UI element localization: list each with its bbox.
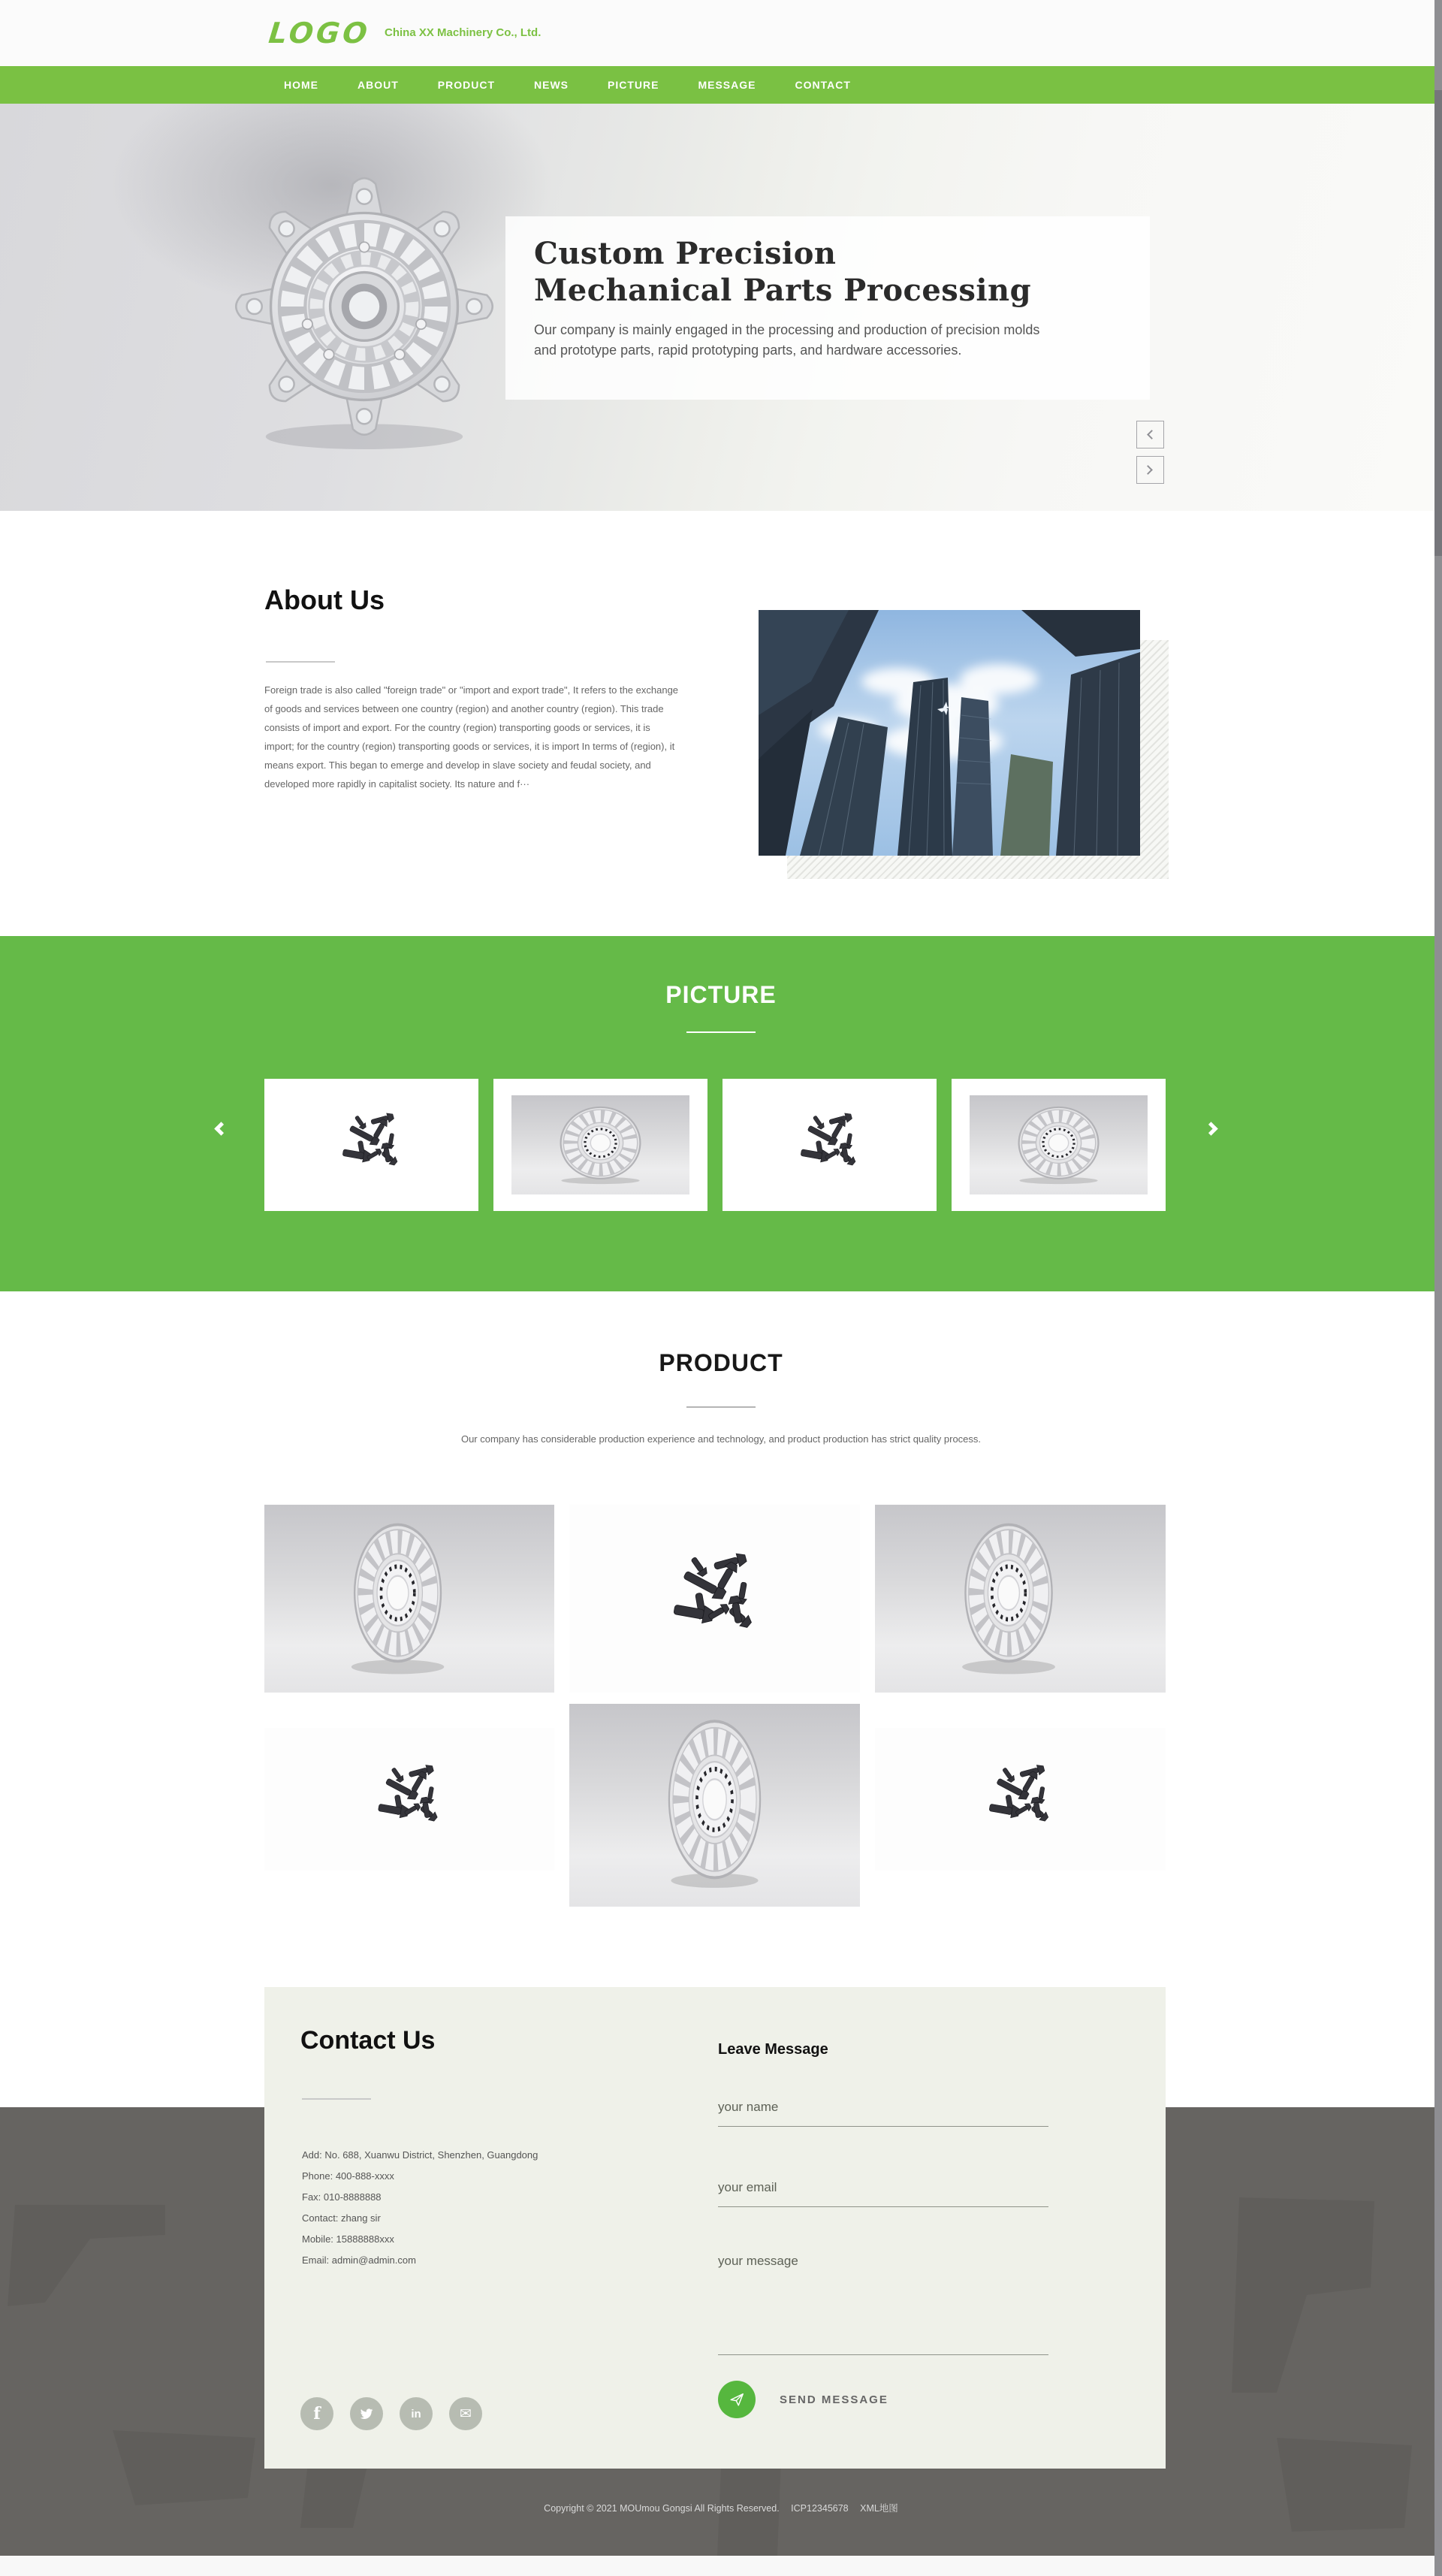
- product-item-screws[interactable]: [875, 1728, 1166, 1871]
- contact-address: Add: No. 688, Xuanwu District, Shenzhen, Guangdong: [302, 2149, 538, 2161]
- send-message-button[interactable]: [718, 2381, 888, 2418]
- hero-machined-part-image: [225, 156, 503, 464]
- name-input[interactable]: [718, 2088, 1048, 2127]
- hero-description: Our company is mainly engaged in the processing and production of precision molds and prototype parts, rapid prototyping parts, and hardware accessories.: [534, 322, 1040, 358]
- contact-person: Contact: zhang sir: [302, 2212, 381, 2224]
- scrollbar[interactable]: [1434, 0, 1442, 2576]
- email-input[interactable]: [718, 2168, 1048, 2207]
- nav-item-product[interactable]: PRODUCT: [437, 79, 496, 91]
- hero-title: Custom Precision Mechanical Parts Processing: [534, 236, 1032, 308]
- form-title: Leave Message: [718, 2041, 828, 2058]
- social-links: [300, 2397, 482, 2430]
- facebook-icon[interactable]: f: [300, 2397, 333, 2430]
- contact-email: Email: admin@admin.com: [302, 2254, 416, 2266]
- hero-prev-button[interactable]: [1136, 421, 1164, 448]
- product-item-wheel-portrait[interactable]: [569, 1704, 860, 1907]
- send-plane-icon: [718, 2381, 756, 2418]
- product-subtitle: Our company has considerable production experience and technology, and product production has strict quality process.: [460, 1433, 982, 1445]
- contact-mobile: Mobile: 15888888xxx: [302, 2233, 394, 2245]
- copyright-text: Copyright © 2021 MOUmou Gongsi All Rights Reserved.: [544, 2503, 780, 2514]
- contact-title: Contact Us: [300, 2026, 436, 2055]
- product-item-wheel[interactable]: [875, 1505, 1166, 1693]
- picture-title: PICTURE: [665, 981, 777, 1008]
- contact-fax: Fax: 010-8888888: [302, 2191, 382, 2203]
- picture-card-wheel[interactable]: [493, 1079, 707, 1211]
- about-title: About Us: [264, 584, 385, 615]
- contact-info: [302, 2145, 557, 2271]
- product-item-screws[interactable]: [569, 1505, 860, 1693]
- picture-card-screws[interactable]: [723, 1079, 937, 1211]
- product-divider: [686, 1406, 756, 1408]
- product-item-wheel[interactable]: [264, 1505, 554, 1693]
- hero-banner: [0, 104, 1442, 511]
- chevron-right-icon: [1143, 465, 1153, 475]
- nav-item-news[interactable]: NEWS: [534, 79, 569, 91]
- product-item-screws[interactable]: [264, 1728, 554, 1871]
- hero-next-button[interactable]: [1136, 456, 1164, 484]
- picture-card-screws[interactable]: [264, 1079, 478, 1211]
- nav-item-contact[interactable]: CONTACT: [795, 79, 851, 91]
- send-label: SEND MESSAGE: [780, 2393, 888, 2406]
- mail-icon[interactable]: ✉: [449, 2397, 482, 2430]
- chevron-left-icon: [214, 1122, 228, 1135]
- about-image-skyscrapers: [759, 610, 1140, 856]
- picture-card-wheel[interactable]: [952, 1079, 1166, 1211]
- leave-message-form: [718, 1987, 1077, 2469]
- chevron-left-icon: [1147, 430, 1157, 439]
- hero-text-box: [505, 216, 1150, 400]
- sitemap-link[interactable]: XML地图: [860, 2503, 898, 2514]
- company-name: China XX Machinery Co., Ltd.: [385, 26, 542, 39]
- icp-link[interactable]: ICP12345678: [791, 2503, 849, 2514]
- scrollbar-thumb[interactable]: [1434, 90, 1442, 556]
- twitter-icon[interactable]: [350, 2397, 383, 2430]
- nav-item-message[interactable]: MESSAGE: [698, 79, 756, 91]
- contact-phone: Phone: 400-888-xxxx: [302, 2170, 394, 2182]
- chevron-right-icon: [1204, 1122, 1217, 1135]
- contact-divider: [302, 2098, 371, 2100]
- picture-divider: [686, 1031, 756, 1033]
- copyright: [0, 2501, 1442, 2514]
- bottom-strip: [0, 2556, 1442, 2576]
- product-title: PRODUCT: [659, 1349, 783, 1376]
- nav-item-home[interactable]: HOME: [284, 79, 318, 91]
- carousel-prev-button[interactable]: [216, 1124, 239, 1146]
- picture-section: [0, 936, 1442, 1291]
- nav-item-picture[interactable]: PICTURE: [608, 79, 659, 91]
- logo[interactable]: LOGO: [267, 17, 372, 50]
- about-text: Foreign trade is also called "foreign trade" or "import and export trade", It refers to the exchange of goods and services between one country (region) and another country (region). This trade consists of import and export. For the country (region) transporting goods or services, it is import; for the country (region) transporting goods or services, it is import In terms of (region), it means export. This began to emerge and develop in slave society and feudal society, and developed more rapidly in capitalist society. Its nature and f···: [264, 684, 679, 790]
- nav-item-about[interactable]: ABOUT: [357, 79, 399, 91]
- linkedin-icon[interactable]: in: [400, 2397, 433, 2430]
- contact-card: [264, 1987, 1166, 2469]
- message-input[interactable]: [718, 2238, 1048, 2355]
- carousel-next-button[interactable]: [1206, 1124, 1229, 1146]
- about-divider: [266, 661, 335, 663]
- header: [0, 0, 1442, 66]
- main-nav: [0, 66, 1442, 104]
